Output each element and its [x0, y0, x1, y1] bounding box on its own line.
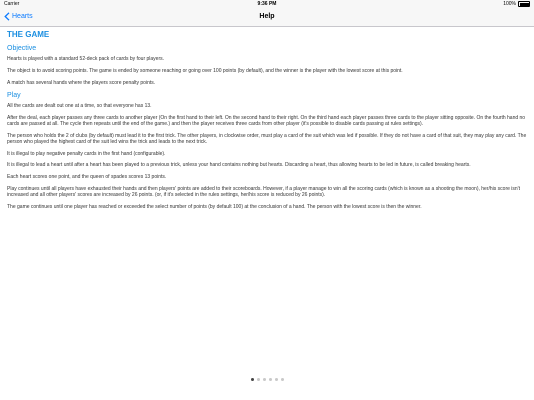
paragraph: Hearts is played with a standard 52-deck pack of cards by four players.	[7, 56, 165, 62]
paragraph: A match has several hands where the players score penalty points.	[7, 79, 156, 86]
back-button-label: Hearts	[12, 13, 33, 20]
paragraph: It is illegal to lead a heart until after a heart has been played to a previous trick, unless your hand contains nothing but hearts. Discarding a heart, thus allowing hearts to be led in future, is called breaking hearts.	[7, 162, 471, 169]
battery-percent: 100%	[503, 1, 516, 7]
heading-play: Play	[7, 91, 21, 99]
status-bar	[0, 0, 534, 9]
page-dot[interactable]	[263, 378, 266, 381]
paragraph: Each heart scores one point, and the queen of spades scores 13 points.	[7, 174, 167, 181]
status-time: 9:36 PM	[257, 1, 277, 7]
paragraph: The object is to avoid scoring points. The game is ended by someone reaching or going over 100 points (by default), and the winner is the player with the lowest score at this point.	[7, 67, 403, 74]
paragraph: The game continues until one player has reached or exceeded the select number of points (by default 100) at the conclusion of a hand. The person with the lowest score is then the winner.	[7, 203, 422, 210]
page-indicator[interactable]	[0, 378, 534, 381]
battery-indicator	[503, 1, 530, 7]
page-dot[interactable]	[269, 378, 272, 381]
page-dot[interactable]	[257, 378, 260, 381]
paragraph: All the cards are dealt out one at a time, so that everyone has 13.	[7, 102, 152, 109]
page-dot[interactable]	[275, 378, 278, 381]
carrier-label: Carrier	[4, 1, 20, 7]
page-dot[interactable]	[281, 378, 284, 381]
paragraph: It is illegal to play negative penalty cards in the first hand (configurable).	[7, 150, 166, 157]
section-title: THE GAME	[7, 30, 50, 39]
heading-objective: Objective	[7, 45, 37, 52]
help-content	[7, 30, 527, 216]
page-dot[interactable]	[251, 378, 254, 381]
battery-icon	[518, 1, 530, 7]
page-title: Help	[259, 13, 275, 20]
navigation-bar	[0, 9, 534, 27]
paragraph: Play continues until all players have exhausted their hands and then players' points are added to their scoreboards. However, if a player manage to win all the scoring cards (which is known as a shooting the moon), her/his score isn't increased and all other players' scores are increased by 26 points. (or, if it's selected in the rules settings, her/his score is reduced by 26 points).	[7, 185, 521, 199]
paragraph: The person who holds the 2 of clubs (by default) must lead it to the first trick. The other players, in clockwise order, must play a card of the suit which was led if possible. If they do not have a card of that suit, they may play any card. The person who played the highest card of the suit led wins the trick and leads to the next trick.	[7, 132, 527, 145]
paragraph: After the deal, each player passes any three cards to another player (On the first hand to their left. On the second hand to their right. On the third hand each player passes three cards to the player sitting opposite. On the fourth hand no cards are passed at all. The cycle then repeats until the end of the game.) and then the player receives three cards from other player (it's possible to disable cards passing at rules settings).	[7, 114, 526, 127]
